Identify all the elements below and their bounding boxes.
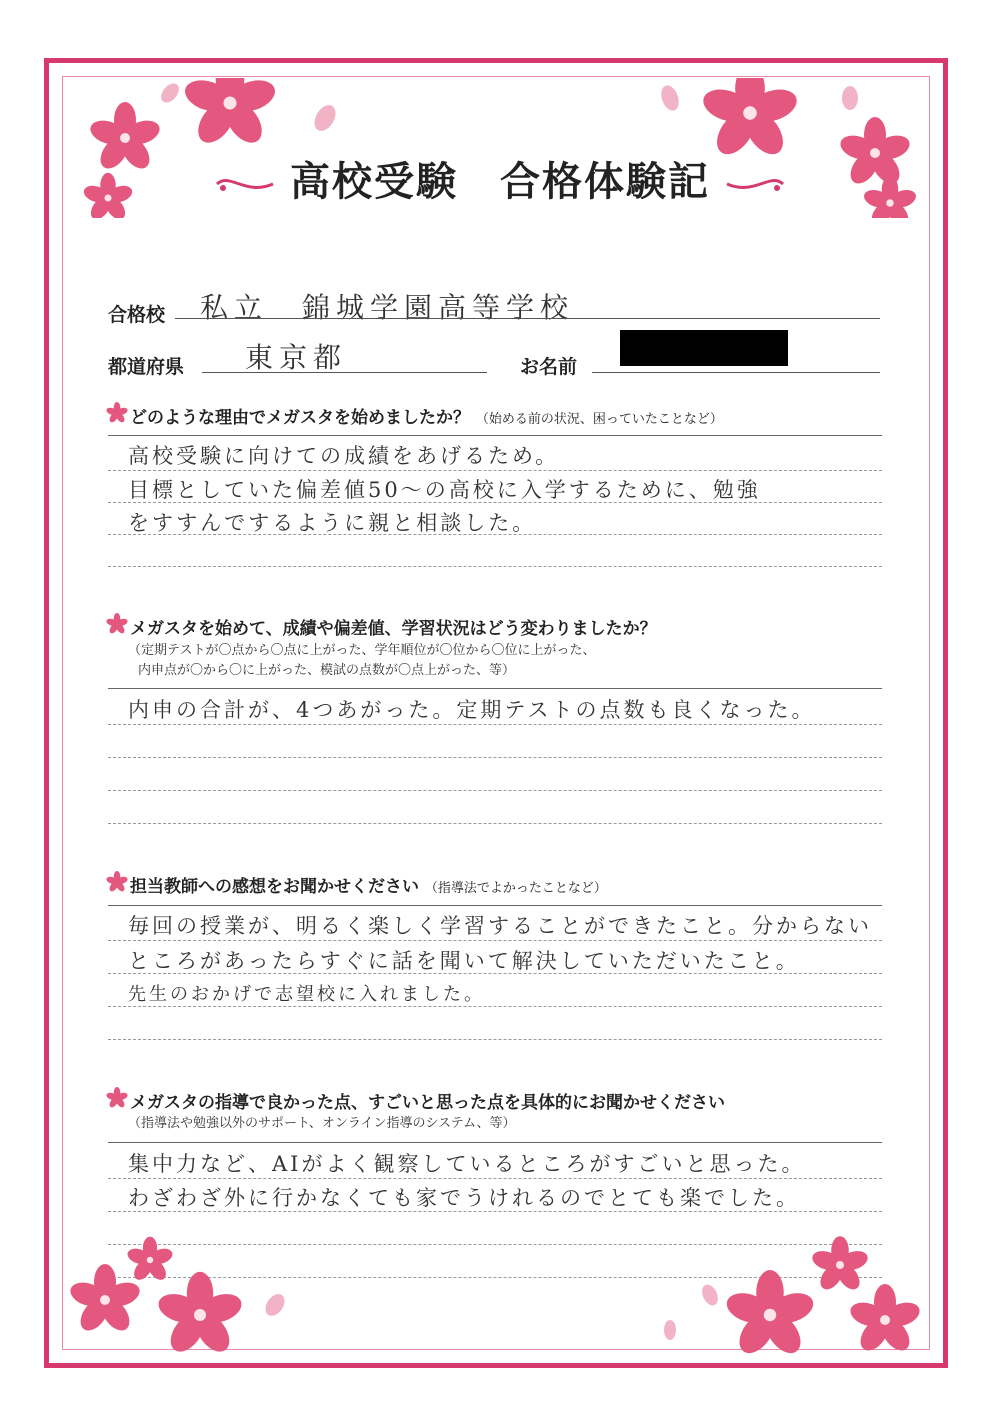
answer-line [108,470,882,471]
answer-3-line-1: 毎回の授業が、明るく楽しく学習することができたこと。分からない [128,914,872,938]
prefecture-underline [202,372,487,373]
page-title: 高校受験 合格体験記 [290,158,710,205]
answer-3-line-3: 先生のおかげで志望校に入れました。 [128,984,485,1005]
question-4-title: メガスタの指導で良かった点、すごいと思った点を具体的にお聞かせください [130,1093,725,1113]
answer-line [108,688,882,689]
answer-line [108,1006,882,1007]
question-1 [130,403,723,428]
answer-line [108,940,882,941]
school-underline [175,318,880,319]
question-3 [130,872,607,897]
name-underline [592,372,880,373]
sakura-bullet-icon [106,871,128,893]
answer-4-line-1: 集中力など、AIがよく観察しているところがすごいと思った。 [128,1152,806,1176]
school-label: 合格校 [108,304,166,326]
answer-1-line-2: 目標としていた偏差値50〜の高校に入学するために、勉強 [128,478,761,502]
answer-4-line-2: わざわざ外に行かなくても家でうけれるのでとても楽でした。 [128,1186,800,1210]
answer-line [108,905,882,906]
question-1-sub: （始める前の状況、困っていたことなど） [475,412,723,427]
question-4 [130,1088,725,1113]
answer-line [108,823,882,824]
answer-line [108,790,882,791]
answer-2-line-1: 内申の合計が、4つあがった。定期テストの点数も良くなった。 [128,698,816,722]
answer-line [108,757,882,758]
cherry-blossom-bottom-decoration [70,1235,930,1355]
answer-3-line-2: ところがあったらすぐに話を聞いて解決していただいたこと。 [128,949,800,973]
question-2-title: メガスタを始めて、成績や偏差値、学習状況はどう変わりましたか？ [130,619,657,639]
answer-line [108,566,882,567]
answer-line [108,435,882,436]
answer-line [108,1039,882,1040]
prefecture-label: 都道府県 [108,356,185,378]
question-3-title: 担当教師への感想をお聞かせください [130,877,419,897]
prefecture-value: 東京都 [245,341,348,374]
question-2 [130,614,657,639]
question-4-note-1: （指導法や勉強以外のサポート、オンライン指導のシステム、等） [128,1116,516,1131]
answer-1-line-3: をすすんでするように親と相談した。 [128,511,537,535]
answer-line [108,1142,882,1143]
question-3-sub: （指導法でよかったことなど） [424,881,607,896]
answer-1-line-1: 高校受験に向けての成績をあげるため。 [128,444,560,468]
page-title-wrap [0,150,1000,207]
answer-line [108,1178,882,1179]
sakura-bullet-icon [106,402,128,424]
name-redaction [620,330,788,366]
question-2-note-1: （定期テストが〇点から〇点に上がった、学年順位が〇位から〇位に上がった、 [128,643,596,658]
question-2-note-2: 内申点が〇から〇に上がった、模試の点数が〇点上がった、等） [138,663,516,678]
school-value: 私立 錦城学園高等学校 [200,291,575,324]
sakura-bullet-icon [106,613,128,635]
answer-line [108,724,882,725]
sakura-bullet-icon [106,1087,128,1109]
question-1-title: どのような理由でメガスタを始めましたか？ [130,408,470,428]
name-label: お名前 [520,356,578,378]
